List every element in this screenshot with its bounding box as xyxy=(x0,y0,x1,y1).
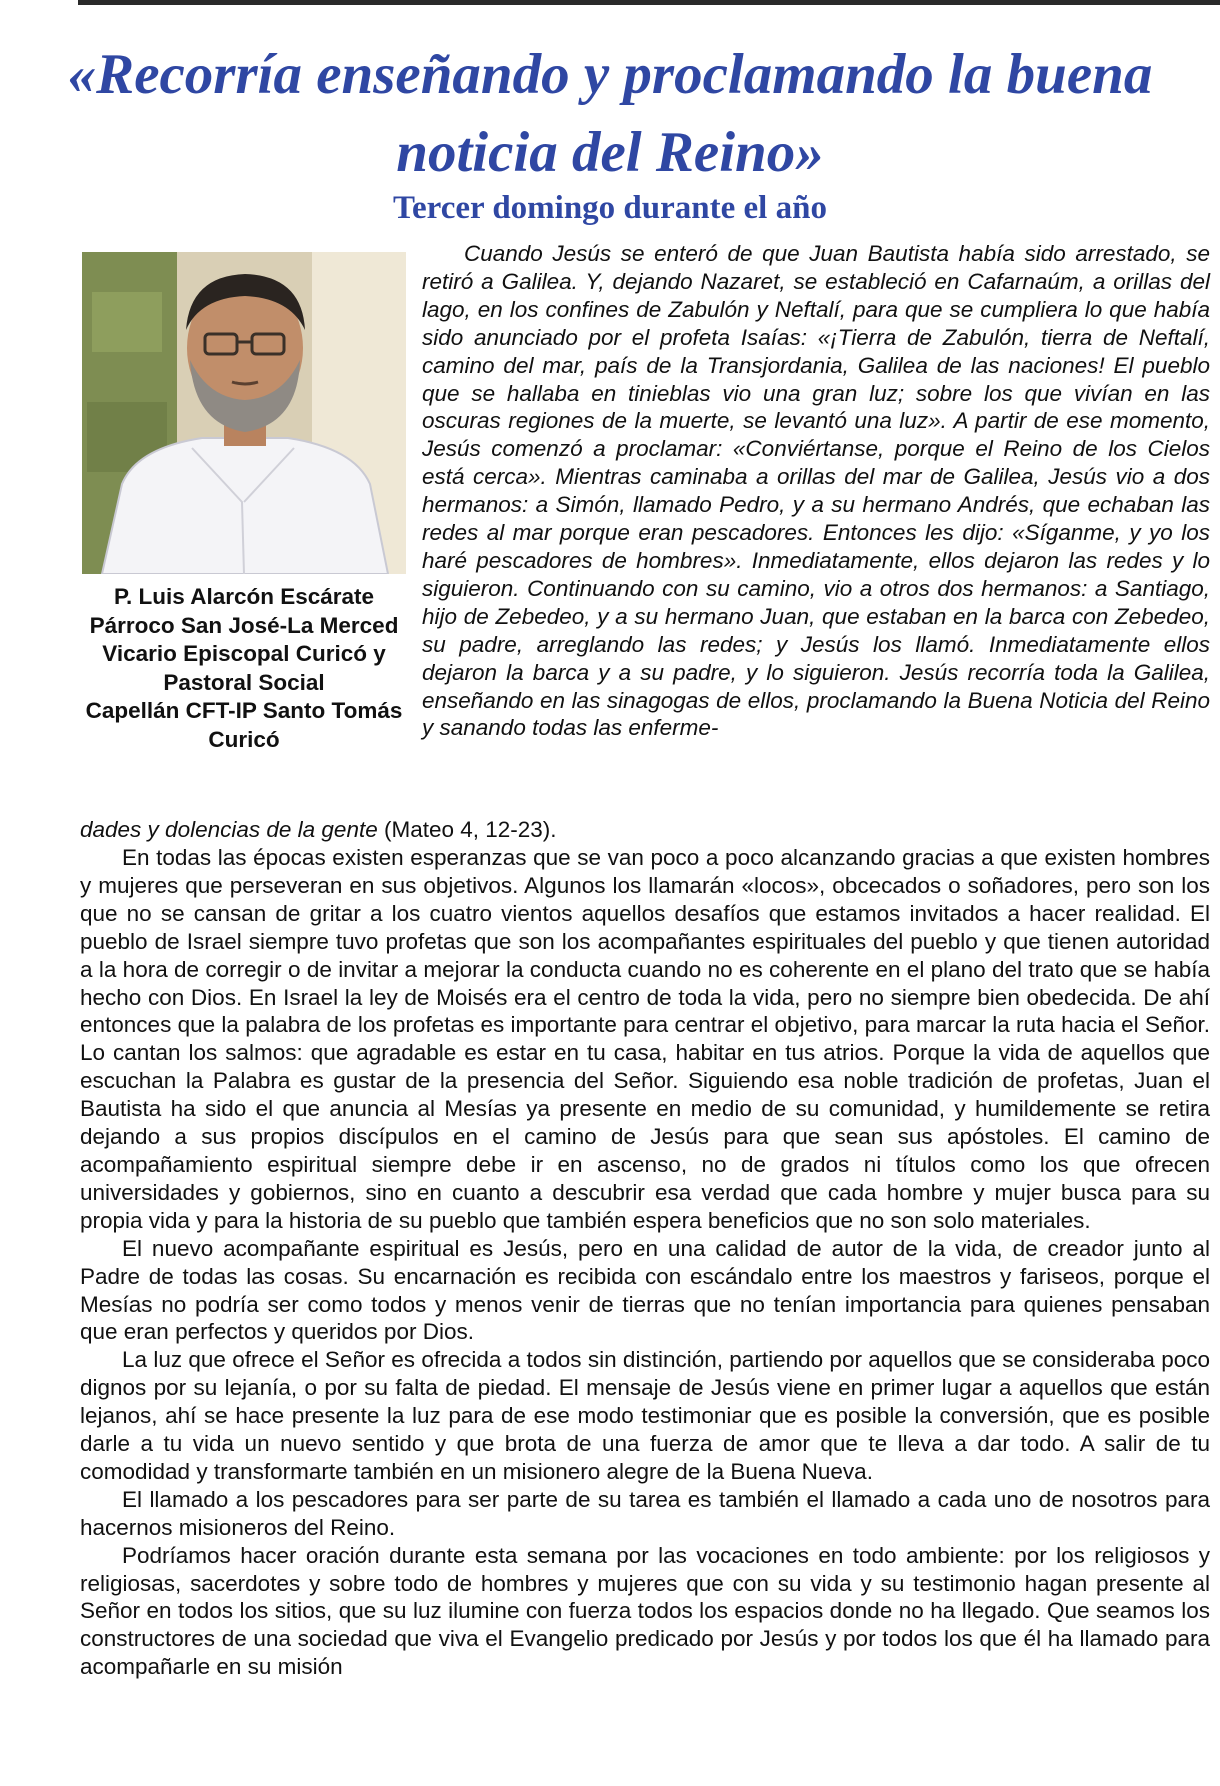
article-body xyxy=(80,844,1210,1681)
author-role-chaplain: Capellán CFT-IP Santo Tomás Curicó xyxy=(85,698,403,752)
author-name: P. Luis Alarcón Escárate xyxy=(113,584,375,609)
article-subtitle: Tercer domingo durante el año xyxy=(393,190,827,226)
author-role-parish: Párroco San José-La Merced xyxy=(89,612,399,638)
author-caption xyxy=(76,583,412,754)
body-paragraph: Podríamos hacer oración durante esta semana por las vocaciones en todo ambiente: por los religiosos y religiosas, sacerdotes y sobre todo de hombres y mujeres que con su vida y su testimonio hagan presente al Señor en todos los sitios, que su luz ilumine con fuerza todos los espacios donde no ha llegado. Que seamos los constructores de una sociedad que viva el Evangelio predicado por Jesús y por todos los que él ha llamado para acompañarle en su misión xyxy=(80,1542,1210,1680)
author-role-vicar: Vicario Episcopal Curicó y Pastoral Social xyxy=(102,641,386,695)
top-rule xyxy=(78,0,1220,5)
article-title: «Recorría enseñando y proclamando la buena noticia del Reino» xyxy=(67,43,1153,184)
body-paragraph: La luz que ofrece el Señor es ofrecida a todos sin distinción, partiendo por aquellos que se consideraba poco dignos por su lejanía, o por su falta de piedad. El mensaje de Jesús viene en primer lugar a aquellos que están lejanos, ahí se hace presente la luz para de ese modo testimoniar que es posible la conversión, que es posible darle a tu vida un nuevo sentido y que brota de una fuerza de amor que te lleva a dar todo. A salir de tu comodidad y transformarte también en un misionero alegre de la Buena Nueva. xyxy=(80,1347,1210,1484)
author-photo xyxy=(82,252,406,574)
body-paragraph: El nuevo acompañante espiritual es Jesús, pero en una calidad de autor de la vida, de creador junto al Padre de todas las cosas. Su encarnación es recibida con escándalo entre los maestros y fariseos, porque el Mesías no podría ser como todos y menos venir de tierras que no tenían importancia para quienes pensaban que eran perfectos y queridos por Dios. xyxy=(80,1235,1210,1345)
body-paragraph: El llamado a los pescadores para ser parte de su tarea es también el llamado a cada uno de nosotros para hacernos misioneros del Reino. xyxy=(80,1486,1210,1540)
body-paragraph: En todas las épocas existen esperanzas que se van poco a poco alcanzando gracias a que existen hombres y mujeres que perseveran en sus objetivos. Algunos los llamarán «locos», obcecados o soñadores, pero son los que no se cansan de gritar a los cuatro vientos aquellos desafíos que estamos invitados a hacer realidad. El pueblo de Israel siempre tuvo profetas que son los acompañantes espirituales del pueblo y que tienen autoridad a la hora de corregir o de invitar a mejorar la conducta cuando no es coherente en el plano del trato que se había hecho con Dios. En Israel la ley de Moisés era el centro de toda la vida, pero no siempre bien obedecida. De ahí entonces que la palabra de los profetas es importante para centrar el objetivo, para marcar la ruta hacia el Señor. Lo cantan los salmos: que agradable es estar en tu casa, habitar en tus atrios. Porque la vida de aquellos que escuchan la Palabra es gustar de la presencia del Señor. Siguiendo esa noble tradición de profetas, Juan el Bautista ha sido el que anuncia al Mesías ya presente en medio de su comunidad, y humildemente se retira dejando a sus propios discípulos en el camino de Jesús para que sean sus apóstoles. El camino de acompañamiento espiritual siempre debe ir en ascenso, no de grados ni títulos como los que ofrecen universidades y gobiernos, sino en cuanto a descubrir esa verdad que cada hombre y mujer busca para su propia vida y para la historia de su pueblo que también espera beneficios que no son solo materiales. xyxy=(80,845,1210,1233)
gospel-reference: (Mateo 4, 12-23). xyxy=(377,817,557,842)
gospel-reading: Cuando Jesús se enteró de que Juan Bautista había sido arrestado, se retiró a Galilea. Y, dejando Nazaret, se estableció en Cafarnaúm, a orillas del lago, en los confines de Zabulón y Neftalí, para que se cumpliera lo que había sido anunciado por el profeta Isaías: «¡Tierra de Zabulón, tierra de Neftalí, camino del mar, país de la Transjordania, Galilea de las naciones! El pueblo que se hallaba en tinieblas vio una gran luz; sobre los que vivían en las oscuras regiones de la muerte, se levantó una luz». A partir de ese momento, Jesús comenzó a proclamar: «Conviértanse, porque el Reino de los Cielos está cerca». Mientras caminaba a orillas del mar de Galilea, Jesús vio a dos hermanos: a Simón, llamado Pedro, y a su hermano Andrés, que echaban las redes al mar porque eran pescadores. Entonces les dijo: «Síganme, y yo los haré pescadores de hombres». Inmediatamente, ellos dejaron las redes y lo siguieron. Continuando con su camino, vio a otros dos hermanos: a Santiago, hijo de Zebedeo, y a su hermano Juan, que estaban en la barca con Zebedeo, su padre, arreglando las redes; y Jesús los llamó. Inmediatamente ellos dejaron la barca y a su padre, y lo siguieron. Jesús recorría toda la Galilea, enseñando en las sinagogas de ellos, proclamando la Buena Noticia del Reino y sanando todas las enferme- xyxy=(422,241,1210,741)
gospel-ending-text: dades y dolencias de la gente xyxy=(80,817,378,842)
gospel-reading-ending xyxy=(80,816,1210,844)
